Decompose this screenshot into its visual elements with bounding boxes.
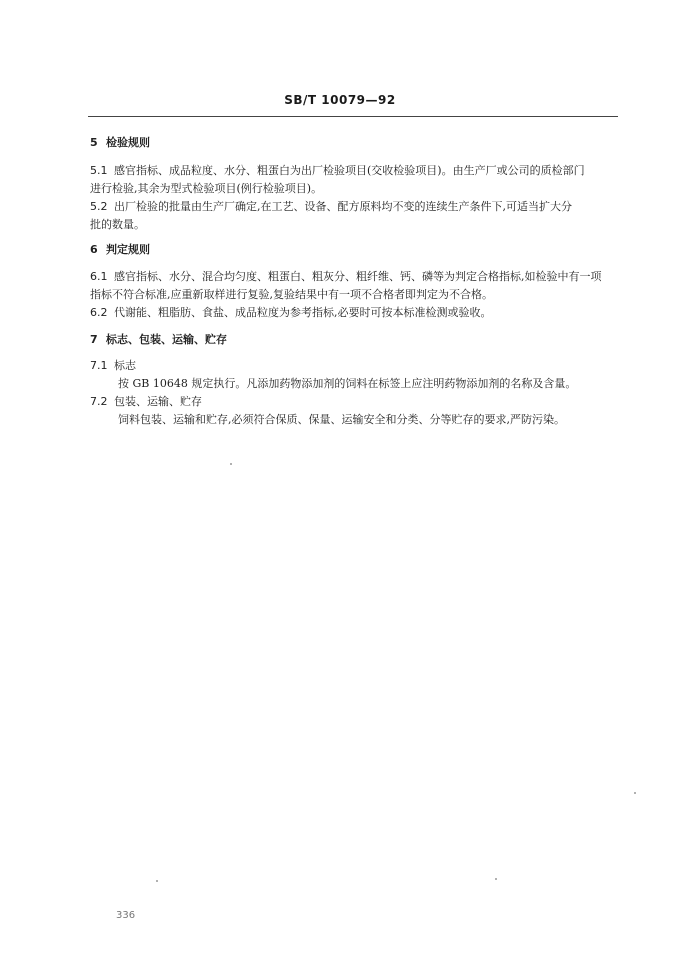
clause-text: 出厂检验的批量由生产厂确定,在工艺、设备、配方原料均不变的连续生产条件下,可适当扩大分 bbox=[114, 200, 572, 213]
section-number: 7 bbox=[90, 333, 98, 346]
clause-6-1 bbox=[90, 268, 620, 304]
clause-5-2 bbox=[90, 198, 620, 234]
clause-text-continued: 进行检验,其余为型式检验项目(例行检验项目)。 bbox=[90, 182, 323, 195]
clause-number: 5.1 bbox=[90, 164, 108, 177]
clause-text: 感官指标、水分、混合均匀度、粗蛋白、粗灰分、粗纤维、钙、磷等为判定合格指标,如检验中有一项 bbox=[114, 270, 602, 283]
clause-7-2 bbox=[90, 393, 620, 429]
section-number: 5 bbox=[90, 136, 98, 149]
clause-text: 饲料包装、运输和贮存,必须符合保质、保量、运输安全和分类、分等贮存的要求,严防污染。 bbox=[118, 413, 565, 426]
clause-text: 感官指标、成品粒度、水分、粗蛋白为出厂检验项目(交收检验项目)。由生产厂或公司的质检部门 bbox=[114, 164, 585, 177]
clause-number: 6.2 bbox=[90, 306, 108, 319]
clause-text: 按 GB 10648 规定执行。凡添加药物添加剂的饲料在标签上应注明药物添加剂的名称及含量。 bbox=[118, 377, 577, 390]
section-6-heading bbox=[90, 241, 620, 259]
scan-speck bbox=[495, 878, 497, 880]
section-number: 6 bbox=[90, 243, 98, 256]
clause-6-2 bbox=[90, 304, 620, 322]
clause-text-continued: 指标不符合标准,应重新取样进行复验,复验结果中有一项不合格者即判定为不合格。 bbox=[90, 288, 493, 301]
scan-speck bbox=[634, 792, 636, 794]
section-5-heading bbox=[90, 134, 620, 152]
section-7-heading bbox=[90, 331, 620, 349]
section-title: 标志、包装、运输、贮存 bbox=[106, 333, 227, 346]
clause-text: 代谢能、粗脂肪、食盐、成品粒度为参考指标,必要时可按本标准检测或验收。 bbox=[114, 306, 492, 319]
standard-number-header: SB/T 10079—92 bbox=[284, 93, 396, 107]
header-rule bbox=[88, 116, 618, 117]
clause-text-continued: 批的数量。 bbox=[90, 218, 145, 231]
clause-number: 5.2 bbox=[90, 200, 108, 213]
clause-title: 标志 bbox=[114, 359, 136, 372]
scan-speck bbox=[230, 463, 232, 465]
clause-number: 7.1 bbox=[90, 359, 108, 372]
section-title: 检验规则 bbox=[106, 136, 150, 149]
page-number: 336 bbox=[116, 910, 136, 921]
clause-title: 包装、运输、贮存 bbox=[114, 395, 202, 408]
section-title: 判定规则 bbox=[106, 243, 150, 256]
scan-speck bbox=[156, 880, 158, 882]
clause-number: 6.1 bbox=[90, 270, 108, 283]
clause-number: 7.2 bbox=[90, 395, 108, 408]
clause-7-1 bbox=[90, 357, 620, 393]
clause-5-1 bbox=[90, 162, 620, 198]
